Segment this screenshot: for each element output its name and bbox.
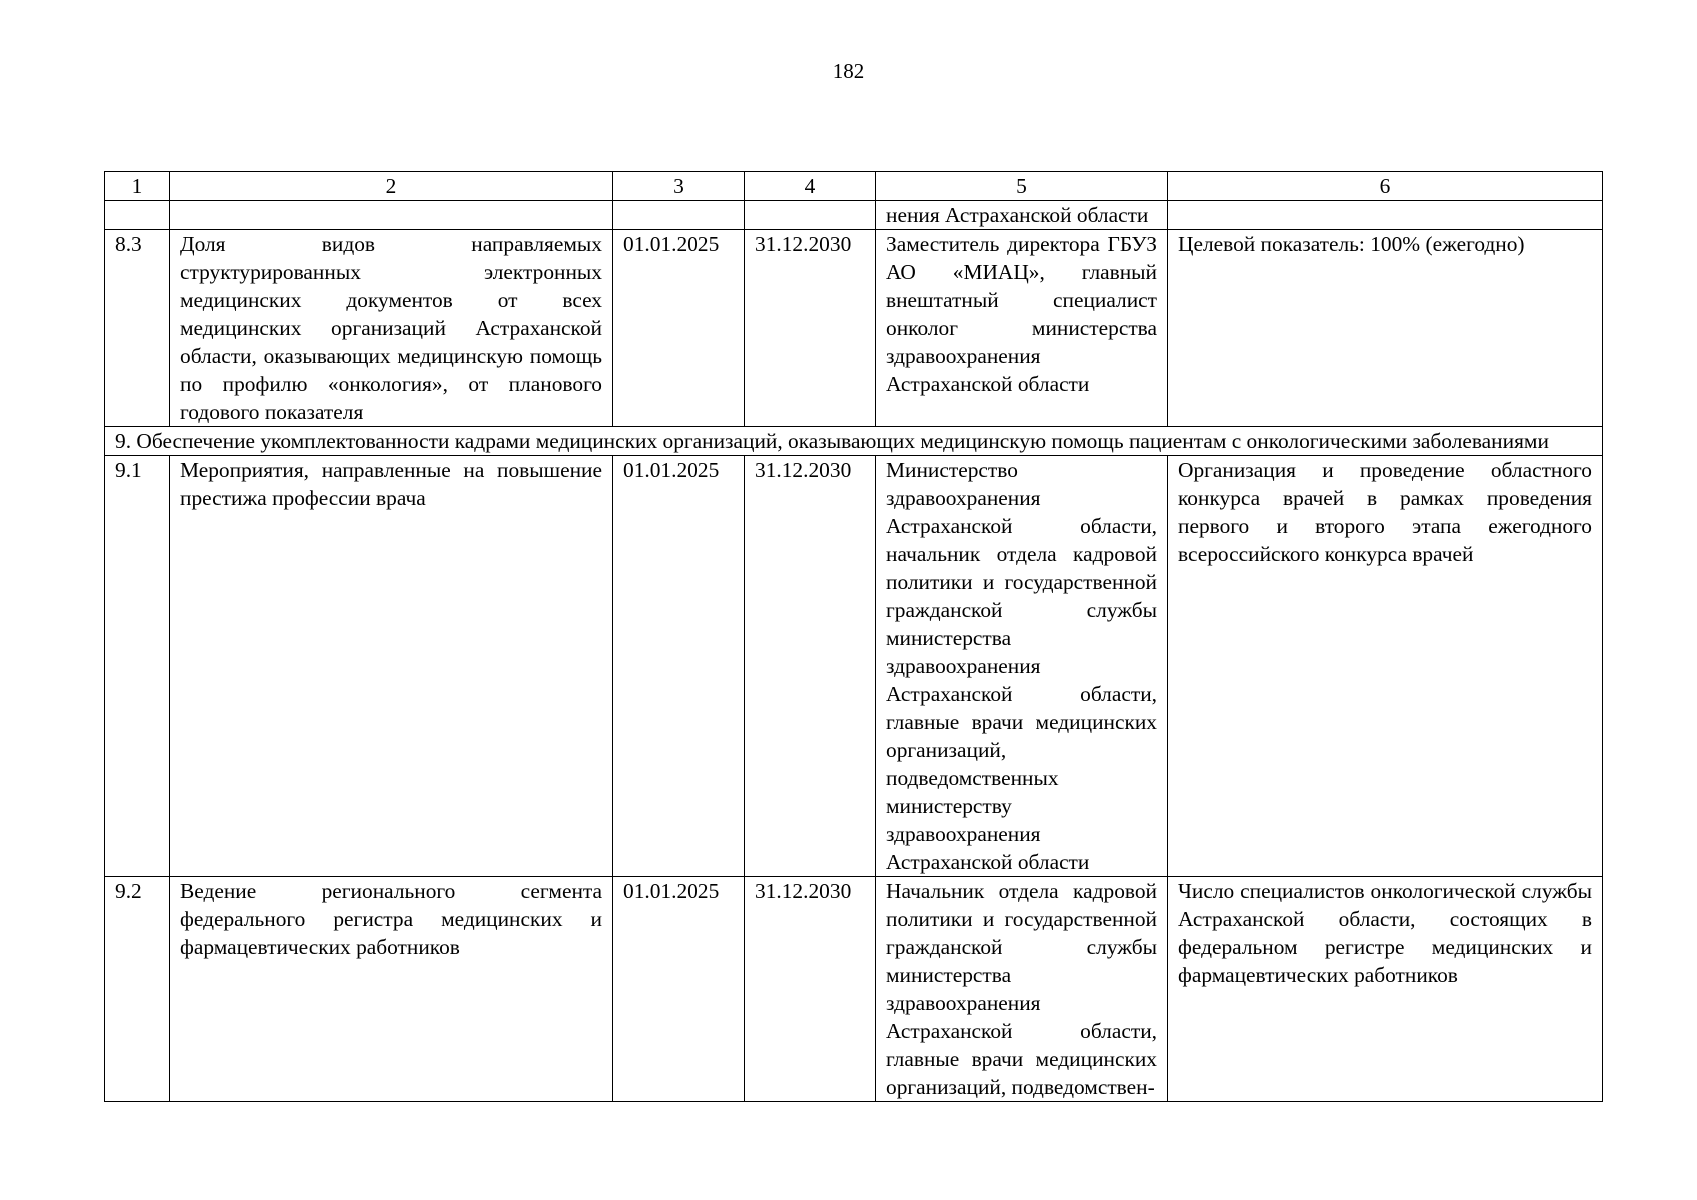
cell-end	[745, 201, 876, 230]
table-row	[105, 201, 1603, 230]
cell-activity: Ведение регионального сегмента федерального регистра медицинских и фармацевтических работников	[170, 877, 613, 1102]
cell-num: 8.3	[105, 230, 170, 427]
header-row	[105, 172, 1603, 201]
cell-activity: Доля видов направляемых структурированных электронных медицинских документов от всех медицинских организаций Астраханской области, оказывающих медицинскую помощь по профилю «онкология», от планового годового показателя	[170, 230, 613, 427]
cell-responsible: Начальник отдела кадровой политики и государственной гражданской службы министерства здравоохранения Астраханской области, главные врачи медицинских организаций, подведомствен-	[876, 877, 1168, 1102]
header-col-2: 2	[170, 172, 613, 201]
cell-start: 01.01.2025	[613, 877, 745, 1102]
cell-end: 31.12.2030	[745, 230, 876, 427]
cell-activity	[170, 201, 613, 230]
header-col-4: 4	[745, 172, 876, 201]
cell-num	[105, 201, 170, 230]
table-row	[105, 456, 1603, 877]
cell-num: 9.2	[105, 877, 170, 1102]
cell-result: Целевой показатель: 100% (ежегодно)	[1168, 230, 1603, 427]
cell-start	[613, 201, 745, 230]
header-col-5: 5	[876, 172, 1168, 201]
cell-end: 31.12.2030	[745, 456, 876, 877]
cell-responsible: Министерство здравоохранения Астраханской области, начальник отдела кадровой политики и государственной гражданской службы министерства здравоохранения Астраханской области, главные врачи медицинских организаций, подведомственных министерству здравоохранения Астраханской области	[876, 456, 1168, 877]
section-heading: 9. Обеспечение укомплектованности кадрами медицинских организаций, оказывающих медицинскую помощь пациентам с онкологическими заболеваниями	[105, 427, 1603, 456]
cell-result: Число специалистов онкологической службы Астраханской области, состоящих в федеральном регистре медицинских и фармацевтических работников	[1168, 877, 1603, 1102]
plan-table	[104, 171, 1603, 1102]
cell-activity: Мероприятия, направленные на повышение престижа профессии врача	[170, 456, 613, 877]
cell-result	[1168, 201, 1603, 230]
table-row	[105, 877, 1603, 1102]
section-row	[105, 427, 1603, 456]
cell-responsible: нения Астраханской области	[876, 201, 1168, 230]
header-col-6: 6	[1168, 172, 1603, 201]
page-number: 182	[832, 59, 865, 83]
header-col-3: 3	[613, 172, 745, 201]
cell-start: 01.01.2025	[613, 456, 745, 877]
table-row	[105, 230, 1603, 427]
cell-start: 01.01.2025	[613, 230, 745, 427]
cell-num: 9.1	[105, 456, 170, 877]
cell-result: Организация и проведение областного конкурса врачей в рамках проведения первого и второго этапа ежегодного всероссийского конкурса врачей	[1168, 456, 1603, 877]
cell-responsible: Заместитель директора ГБУЗ АО «МИАЦ», главный внештатный специалист онколог министерства здравоохранения Астраханской области	[876, 230, 1168, 427]
cell-end: 31.12.2030	[745, 877, 876, 1102]
header-col-1: 1	[105, 172, 170, 201]
